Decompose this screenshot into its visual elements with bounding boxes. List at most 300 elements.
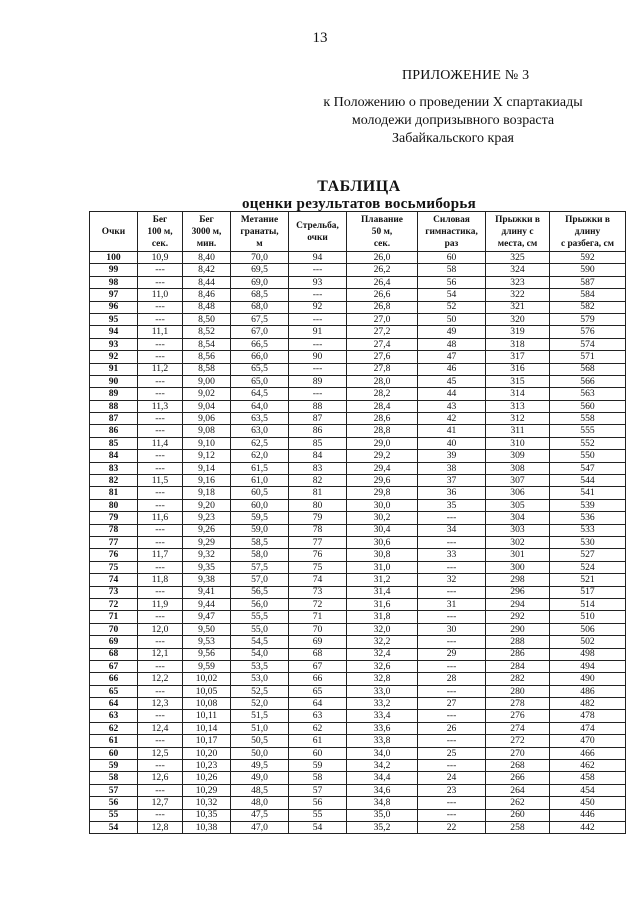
result-cell: 48 — [418, 338, 486, 350]
result-cell: 67 — [289, 660, 347, 672]
table-row — [90, 598, 626, 610]
table-row — [90, 437, 626, 449]
result-cell: 11,5 — [138, 475, 183, 487]
table-row — [90, 821, 626, 833]
result-cell: 450 — [550, 797, 626, 809]
result-cell: 23 — [418, 784, 486, 796]
points-cell: 90 — [90, 375, 138, 387]
result-cell: 11,3 — [138, 400, 183, 412]
result-cell: 54,0 — [231, 648, 289, 660]
result-cell: 316 — [486, 363, 550, 375]
column-header — [90, 212, 138, 252]
result-cell: --- — [418, 809, 486, 821]
result-cell: 69 — [289, 636, 347, 648]
result-cell: 26,8 — [347, 301, 418, 313]
table-row — [90, 710, 626, 722]
result-cell: 76 — [289, 549, 347, 561]
result-cell: 11,6 — [138, 512, 183, 524]
table-row — [90, 698, 626, 710]
table-row — [90, 326, 626, 338]
result-cell: 26,6 — [347, 289, 418, 301]
result-cell: 30 — [418, 623, 486, 635]
table-row — [90, 301, 626, 313]
result-cell: --- — [418, 636, 486, 648]
result-cell: 9,50 — [183, 623, 231, 635]
table-row — [90, 499, 626, 511]
result-cell: 64 — [289, 698, 347, 710]
column-header-line: м — [256, 238, 263, 249]
result-cell: 566 — [550, 375, 626, 387]
result-cell: 31,2 — [347, 574, 418, 586]
result-cell: 313 — [486, 400, 550, 412]
result-cell: 70 — [289, 623, 347, 635]
result-cell: 301 — [486, 549, 550, 561]
points-cell: 92 — [90, 351, 138, 363]
result-cell: 65 — [289, 685, 347, 697]
points-cell: 91 — [90, 363, 138, 375]
result-cell: 470 — [550, 735, 626, 747]
result-cell: 9,59 — [183, 660, 231, 672]
result-cell: 57,0 — [231, 574, 289, 586]
result-cell: 88 — [289, 400, 347, 412]
result-cell: 12,1 — [138, 648, 183, 660]
result-cell: 30,0 — [347, 499, 418, 511]
table-row — [90, 735, 626, 747]
column-header — [550, 212, 626, 252]
result-cell: 32,2 — [347, 636, 418, 648]
column-header-line: с разбега, см — [560, 238, 615, 249]
result-cell: 260 — [486, 809, 550, 821]
result-cell: 9,04 — [183, 400, 231, 412]
result-cell: --- — [138, 586, 183, 598]
points-cell: 70 — [90, 623, 138, 635]
result-cell: 474 — [550, 722, 626, 734]
result-cell: 309 — [486, 450, 550, 462]
appendix-heading: ПРИЛОЖЕНИЕ № 3 — [402, 68, 530, 83]
result-cell: 9,08 — [183, 425, 231, 437]
result-cell: --- — [418, 760, 486, 772]
result-cell: 12,3 — [138, 698, 183, 710]
column-header-line: гимнастика, — [425, 226, 478, 237]
result-cell: 58,5 — [231, 536, 289, 548]
result-cell: 552 — [550, 437, 626, 449]
result-cell: 32 — [418, 574, 486, 586]
table-row — [90, 722, 626, 734]
result-cell: 533 — [550, 524, 626, 536]
column-header-line: длину с — [501, 226, 534, 237]
result-cell: --- — [138, 536, 183, 548]
result-cell: --- — [418, 512, 486, 524]
result-cell: 52 — [418, 301, 486, 313]
result-cell: 90 — [289, 351, 347, 363]
result-cell: 31,8 — [347, 611, 418, 623]
result-cell: 584 — [550, 289, 626, 301]
result-cell: 69,5 — [231, 264, 289, 276]
table-row — [90, 524, 626, 536]
table-row — [90, 252, 626, 264]
result-cell: 31,4 — [347, 586, 418, 598]
result-cell: 51,5 — [231, 710, 289, 722]
result-cell: 85 — [289, 437, 347, 449]
result-cell: 9,56 — [183, 648, 231, 660]
result-cell: 58 — [418, 264, 486, 276]
result-cell: --- — [138, 351, 183, 363]
result-cell: --- — [138, 388, 183, 400]
result-cell: 53,0 — [231, 673, 289, 685]
result-cell: 284 — [486, 660, 550, 672]
points-cell: 59 — [90, 760, 138, 772]
points-cell: 100 — [90, 252, 138, 264]
result-cell: --- — [138, 809, 183, 821]
column-header — [289, 212, 347, 252]
points-cell: 62 — [90, 722, 138, 734]
column-header-line: длину — [574, 226, 601, 237]
result-cell: 558 — [550, 413, 626, 425]
result-cell: 71 — [289, 611, 347, 623]
result-cell: 466 — [550, 747, 626, 759]
points-cell: 72 — [90, 598, 138, 610]
result-cell: 506 — [550, 623, 626, 635]
column-header — [486, 212, 550, 252]
result-cell: 547 — [550, 462, 626, 474]
result-cell: 65,0 — [231, 375, 289, 387]
column-header-line: 3000 м, — [191, 226, 222, 237]
result-cell: 574 — [550, 338, 626, 350]
table-row — [90, 475, 626, 487]
result-cell: 44 — [418, 388, 486, 400]
result-cell: --- — [289, 264, 347, 276]
result-cell: 312 — [486, 413, 550, 425]
result-cell: 33,6 — [347, 722, 418, 734]
result-cell: 10,05 — [183, 685, 231, 697]
result-cell: 59,0 — [231, 524, 289, 536]
points-cell: 83 — [90, 462, 138, 474]
result-cell: 590 — [550, 264, 626, 276]
result-cell: 8,56 — [183, 351, 231, 363]
result-cell: 454 — [550, 784, 626, 796]
result-cell: 54 — [418, 289, 486, 301]
table-row — [90, 747, 626, 759]
result-cell: 27 — [418, 698, 486, 710]
result-cell: 320 — [486, 313, 550, 325]
result-cell: 517 — [550, 586, 626, 598]
result-cell: 8,52 — [183, 326, 231, 338]
result-cell: 8,46 — [183, 289, 231, 301]
result-cell: 59,5 — [231, 512, 289, 524]
result-cell: 32,0 — [347, 623, 418, 635]
result-cell: 56 — [418, 276, 486, 288]
result-cell: 10,35 — [183, 809, 231, 821]
result-cell: 34,2 — [347, 760, 418, 772]
points-cell: 84 — [90, 450, 138, 462]
result-cell: 10,14 — [183, 722, 231, 734]
result-cell: 34,0 — [347, 747, 418, 759]
regulation-reference — [318, 94, 588, 148]
result-cell: 490 — [550, 673, 626, 685]
result-cell: 12,4 — [138, 722, 183, 734]
column-header-line: Стрельба, — [296, 220, 339, 231]
result-cell: 32,4 — [347, 648, 418, 660]
result-cell: 66 — [289, 673, 347, 685]
result-cell: --- — [138, 301, 183, 313]
result-cell: 60 — [418, 252, 486, 264]
column-header-line: Бег — [199, 214, 214, 225]
result-cell: --- — [418, 797, 486, 809]
result-cell: 22 — [418, 821, 486, 833]
result-cell: 9,00 — [183, 375, 231, 387]
table-row — [90, 784, 626, 796]
table-row — [90, 313, 626, 325]
result-cell: --- — [418, 611, 486, 623]
result-cell: 310 — [486, 437, 550, 449]
result-cell: --- — [418, 710, 486, 722]
result-cell: 524 — [550, 561, 626, 573]
result-cell: 12,0 — [138, 623, 183, 635]
result-cell: 498 — [550, 648, 626, 660]
result-cell: 9,18 — [183, 487, 231, 499]
result-cell: 325 — [486, 252, 550, 264]
result-cell: --- — [289, 338, 347, 350]
result-cell: 539 — [550, 499, 626, 511]
result-cell: 93 — [289, 276, 347, 288]
result-cell: 89 — [289, 375, 347, 387]
result-cell: 9,06 — [183, 413, 231, 425]
result-cell: 42 — [418, 413, 486, 425]
points-cell: 56 — [90, 797, 138, 809]
result-cell: 29,0 — [347, 437, 418, 449]
result-cell: 36 — [418, 487, 486, 499]
result-cell: 318 — [486, 338, 550, 350]
table-row — [90, 648, 626, 660]
result-cell: 270 — [486, 747, 550, 759]
result-cell: 502 — [550, 636, 626, 648]
result-cell: 11,2 — [138, 363, 183, 375]
column-header-line: сек. — [151, 238, 169, 249]
result-cell: 25 — [418, 747, 486, 759]
result-cell: 27,8 — [347, 363, 418, 375]
result-cell: 87 — [289, 413, 347, 425]
result-cell: 571 — [550, 351, 626, 363]
result-cell: 30,2 — [347, 512, 418, 524]
result-cell: 541 — [550, 487, 626, 499]
result-cell: 66,0 — [231, 351, 289, 363]
result-cell: 9,47 — [183, 611, 231, 623]
result-cell: 12,6 — [138, 772, 183, 784]
result-cell: 29,6 — [347, 475, 418, 487]
result-cell: 550 — [550, 450, 626, 462]
result-cell: 27,0 — [347, 313, 418, 325]
result-cell: 47 — [418, 351, 486, 363]
points-cell: 77 — [90, 536, 138, 548]
result-cell: --- — [138, 450, 183, 462]
result-cell: 560 — [550, 400, 626, 412]
table-row — [90, 561, 626, 573]
result-cell: 576 — [550, 326, 626, 338]
column-header-line: места, см — [497, 238, 538, 249]
result-cell: --- — [138, 685, 183, 697]
result-cell: 55,0 — [231, 623, 289, 635]
result-cell: 563 — [550, 388, 626, 400]
result-cell: 38 — [418, 462, 486, 474]
result-cell: 61 — [289, 735, 347, 747]
table-row — [90, 462, 626, 474]
table-row — [90, 289, 626, 301]
result-cell: --- — [289, 289, 347, 301]
result-cell: 86 — [289, 425, 347, 437]
result-cell: 9,38 — [183, 574, 231, 586]
points-cell: 65 — [90, 685, 138, 697]
result-cell: 8,42 — [183, 264, 231, 276]
result-cell: 11,1 — [138, 326, 183, 338]
points-cell: 98 — [90, 276, 138, 288]
points-cell: 79 — [90, 512, 138, 524]
table-row — [90, 388, 626, 400]
column-header — [138, 212, 183, 252]
points-cell: 73 — [90, 586, 138, 598]
result-cell: 92 — [289, 301, 347, 313]
result-cell: 28 — [418, 673, 486, 685]
document-subtitle: оценки результатов восьмиборья — [241, 196, 477, 212]
result-cell: 50 — [418, 313, 486, 325]
result-cell: --- — [138, 276, 183, 288]
result-cell: 11,0 — [138, 289, 183, 301]
result-cell: 272 — [486, 735, 550, 747]
result-cell: 64,0 — [231, 400, 289, 412]
column-header-line: 100 м, — [147, 226, 173, 237]
table-row — [90, 338, 626, 350]
result-cell: 64,5 — [231, 388, 289, 400]
result-cell: 10,23 — [183, 760, 231, 772]
document-title: ТАБЛИЦА — [317, 178, 401, 195]
result-cell: 555 — [550, 425, 626, 437]
result-cell: 57 — [289, 784, 347, 796]
table-row — [90, 375, 626, 387]
result-cell: --- — [138, 760, 183, 772]
result-cell: 268 — [486, 760, 550, 772]
points-cell: 86 — [90, 425, 138, 437]
points-cell: 58 — [90, 772, 138, 784]
result-cell: 69,0 — [231, 276, 289, 288]
points-cell: 63 — [90, 710, 138, 722]
points-cell: 69 — [90, 636, 138, 648]
result-cell: --- — [138, 425, 183, 437]
result-cell: 10,11 — [183, 710, 231, 722]
result-cell: --- — [138, 487, 183, 499]
result-cell: 10,02 — [183, 673, 231, 685]
column-header — [418, 212, 486, 252]
result-cell: 35,0 — [347, 809, 418, 821]
result-cell: 486 — [550, 685, 626, 697]
result-cell: 12,2 — [138, 673, 183, 685]
result-cell: 54 — [289, 821, 347, 833]
points-cell: 88 — [90, 400, 138, 412]
result-cell: 40 — [418, 437, 486, 449]
points-cell: 71 — [90, 611, 138, 623]
result-cell: 536 — [550, 512, 626, 524]
result-cell: 67,5 — [231, 313, 289, 325]
result-cell: 29,4 — [347, 462, 418, 474]
result-cell: 83 — [289, 462, 347, 474]
result-cell: --- — [289, 313, 347, 325]
result-cell: 33,4 — [347, 710, 418, 722]
result-cell: 11,9 — [138, 598, 183, 610]
table-row — [90, 660, 626, 672]
result-cell: 296 — [486, 586, 550, 598]
result-cell: 9,12 — [183, 450, 231, 462]
result-cell: 72 — [289, 598, 347, 610]
result-cell: 65,5 — [231, 363, 289, 375]
result-cell: 514 — [550, 598, 626, 610]
result-cell: 50,0 — [231, 747, 289, 759]
result-cell: 26 — [418, 722, 486, 734]
result-cell: 9,16 — [183, 475, 231, 487]
result-cell: 276 — [486, 710, 550, 722]
result-cell: 8,50 — [183, 313, 231, 325]
result-cell: 530 — [550, 536, 626, 548]
points-cell: 99 — [90, 264, 138, 276]
result-cell: --- — [138, 375, 183, 387]
result-cell: 9,44 — [183, 598, 231, 610]
result-cell: 30,6 — [347, 536, 418, 548]
result-cell: 306 — [486, 487, 550, 499]
result-cell: 286 — [486, 648, 550, 660]
result-cell: 68,5 — [231, 289, 289, 301]
result-cell: 315 — [486, 375, 550, 387]
regulation-line: к Положению о проведении X спартакиады — [323, 95, 583, 110]
result-cell: 9,29 — [183, 536, 231, 548]
result-cell: 55 — [289, 809, 347, 821]
result-cell: 75 — [289, 561, 347, 573]
column-header — [183, 212, 231, 252]
result-cell: --- — [289, 363, 347, 375]
result-cell: 544 — [550, 475, 626, 487]
result-cell: 29,2 — [347, 450, 418, 462]
result-cell: 280 — [486, 685, 550, 697]
column-header-line: Прыжки в — [565, 214, 610, 225]
result-cell: 62,5 — [231, 437, 289, 449]
result-cell: 41 — [418, 425, 486, 437]
result-cell: 282 — [486, 673, 550, 685]
result-cell: 521 — [550, 574, 626, 586]
column-header-line: 50 м, — [371, 226, 393, 237]
result-cell: 73 — [289, 586, 347, 598]
result-cell: 10,29 — [183, 784, 231, 796]
result-cell: 9,35 — [183, 561, 231, 573]
points-cell: 80 — [90, 499, 138, 511]
result-cell: 27,6 — [347, 351, 418, 363]
result-cell: 28,2 — [347, 388, 418, 400]
result-cell: 579 — [550, 313, 626, 325]
result-cell: 60 — [289, 747, 347, 759]
result-cell: --- — [138, 264, 183, 276]
table-row — [90, 536, 626, 548]
result-cell: 28,4 — [347, 400, 418, 412]
result-cell: 49,5 — [231, 760, 289, 772]
result-cell: 34,8 — [347, 797, 418, 809]
result-cell: 56,0 — [231, 598, 289, 610]
result-cell: --- — [289, 388, 347, 400]
result-cell: 9,02 — [183, 388, 231, 400]
result-cell: 84 — [289, 450, 347, 462]
result-cell: 10,20 — [183, 747, 231, 759]
column-header-line: очки — [307, 232, 328, 243]
result-cell: 323 — [486, 276, 550, 288]
result-cell: 568 — [550, 363, 626, 375]
result-cell: 319 — [486, 326, 550, 338]
points-cell: 57 — [90, 784, 138, 796]
column-header-line: гранаты, — [240, 226, 279, 237]
table-row — [90, 363, 626, 375]
